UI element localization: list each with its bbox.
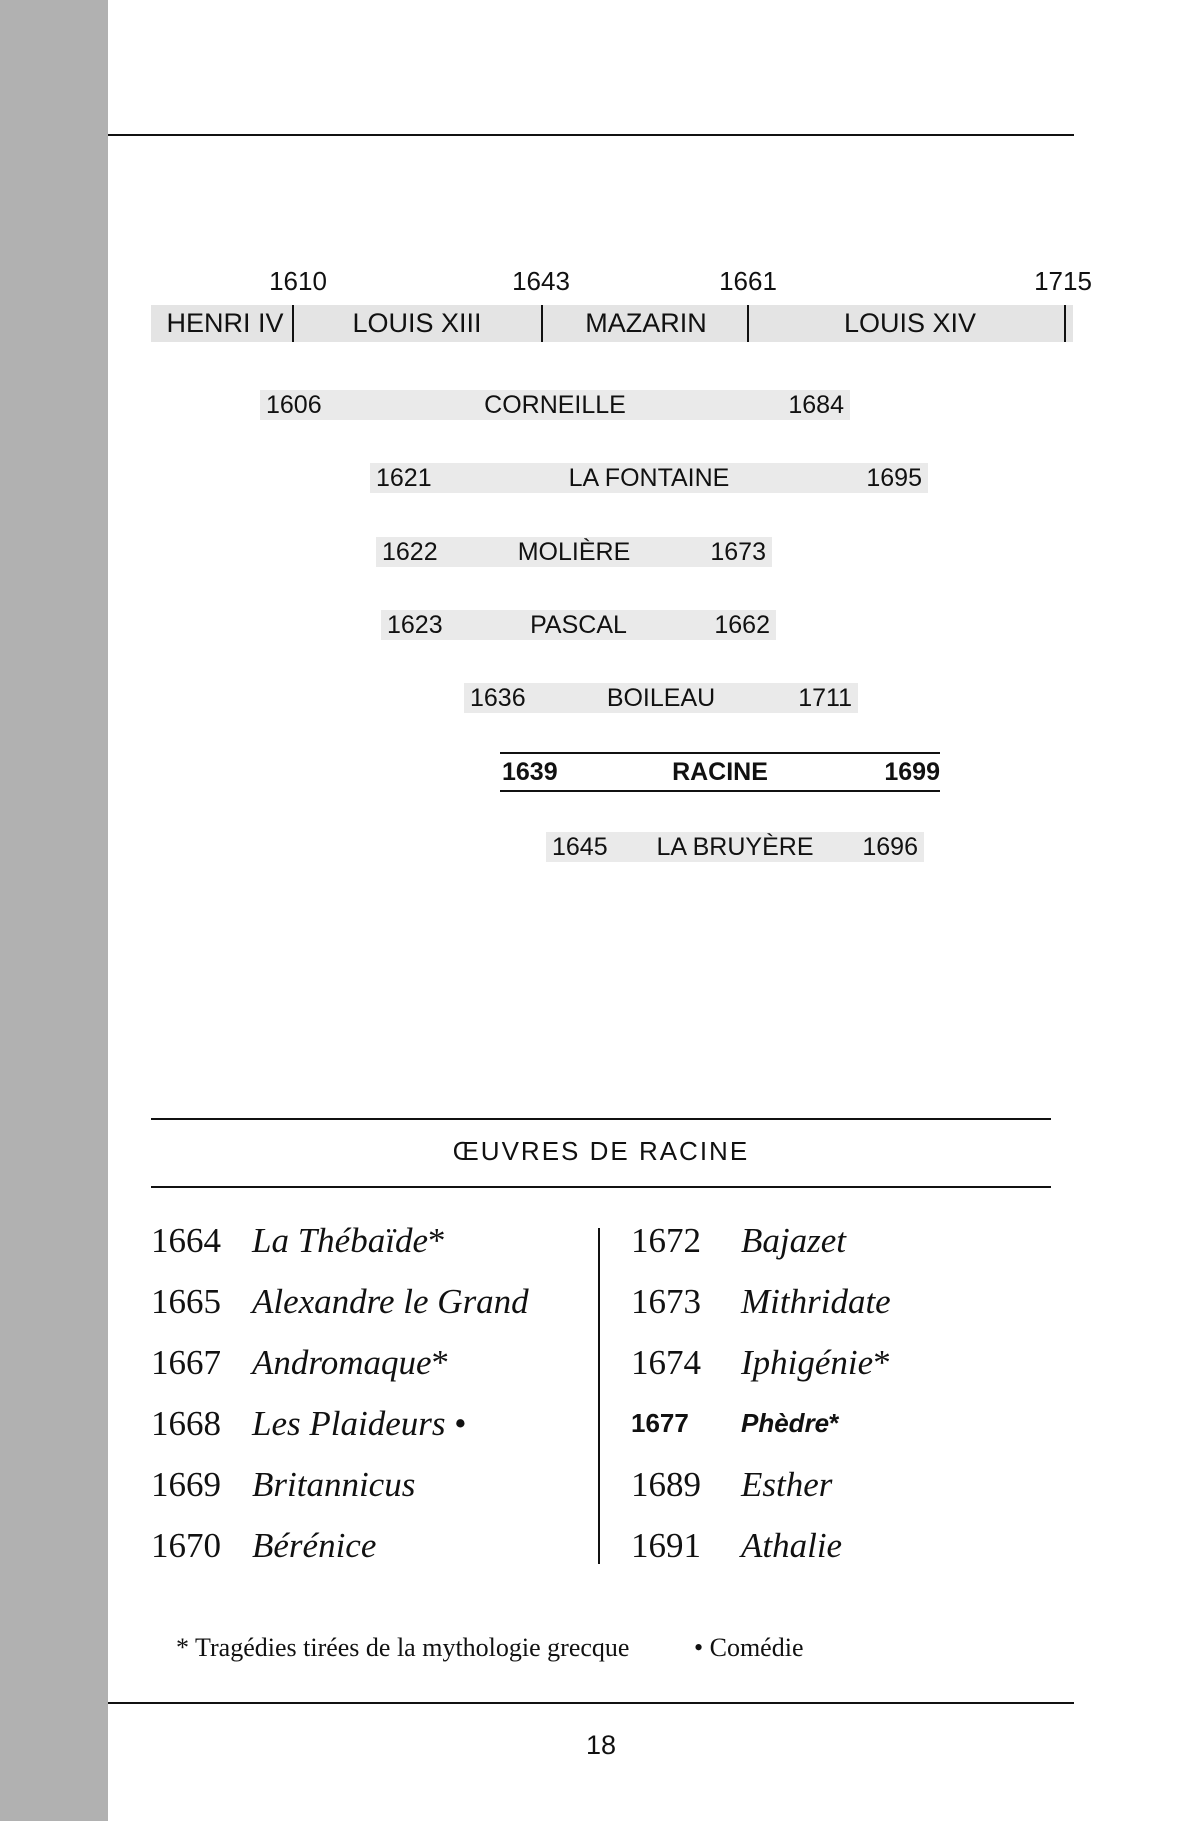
work-title: Mithridate bbox=[741, 1282, 891, 1321]
page-gutter bbox=[0, 0, 108, 1821]
author-name: LA BRUYÈRE bbox=[656, 833, 814, 861]
reign-year-2: 1643 bbox=[512, 266, 570, 296]
work-item-highlight bbox=[631, 1408, 839, 1439]
bottom-rule bbox=[108, 1702, 1074, 1704]
work-year: 1689 bbox=[631, 1465, 701, 1504]
work-title: Phèdre bbox=[741, 1408, 830, 1438]
work-year: 1667 bbox=[151, 1343, 221, 1382]
work-title: Bérénice bbox=[252, 1526, 377, 1565]
work-title: Athalie bbox=[741, 1526, 843, 1565]
work-item bbox=[151, 1404, 467, 1444]
author-born: 1645 bbox=[552, 833, 608, 861]
author-lifespan bbox=[546, 832, 924, 862]
author-died: 1684 bbox=[788, 391, 844, 419]
work-title: Esther bbox=[741, 1465, 833, 1504]
star-symbol: * bbox=[176, 1633, 189, 1662]
reign-divider bbox=[292, 305, 294, 342]
author-born: 1623 bbox=[387, 611, 443, 639]
work-item bbox=[151, 1526, 376, 1566]
work-item bbox=[631, 1221, 846, 1261]
author-died: 1673 bbox=[710, 538, 766, 566]
author-name: PASCAL bbox=[530, 611, 627, 639]
reign-label: MAZARIN bbox=[585, 308, 707, 338]
work-year: 1677 bbox=[631, 1408, 689, 1438]
author-lifespan bbox=[376, 537, 772, 567]
author-born: 1639 bbox=[502, 758, 558, 786]
work-item bbox=[631, 1465, 832, 1505]
reign-label: LOUIS XIII bbox=[352, 308, 482, 338]
author-name: CORNEILLE bbox=[484, 391, 626, 419]
work-year: 1673 bbox=[631, 1282, 701, 1321]
work-mark: * bbox=[873, 1343, 891, 1382]
work-title: Les Plaideurs bbox=[252, 1404, 446, 1443]
work-year: 1672 bbox=[631, 1221, 701, 1260]
author-died: 1695 bbox=[866, 464, 922, 492]
author-name: LA FONTAINE bbox=[568, 464, 730, 492]
work-year: 1670 bbox=[151, 1526, 221, 1565]
column-divider bbox=[598, 1228, 600, 1564]
legend-tragedy-text: Tragédies tirées de la mythologie grecque bbox=[195, 1633, 630, 1662]
reign-label: LOUIS XIV bbox=[843, 308, 977, 338]
work-title: Bajazet bbox=[741, 1221, 846, 1260]
reign-divider bbox=[747, 305, 749, 342]
page-number: 18 bbox=[585, 1730, 617, 1760]
work-year: 1665 bbox=[151, 1282, 221, 1321]
work-mark: * bbox=[427, 1221, 446, 1260]
author-name: RACINE bbox=[672, 758, 768, 786]
reign-year-3: 1661 bbox=[719, 266, 777, 296]
work-item bbox=[151, 1221, 445, 1261]
reign-bar bbox=[151, 305, 1073, 342]
author-lifespan bbox=[464, 683, 858, 713]
legend-comedy bbox=[694, 1633, 803, 1663]
work-mark: * bbox=[829, 1408, 840, 1438]
author-born: 1621 bbox=[376, 464, 432, 492]
author-died: 1699 bbox=[884, 758, 940, 786]
work-title: Britannicus bbox=[252, 1465, 416, 1504]
work-year: 1668 bbox=[151, 1404, 221, 1443]
author-name: MOLIÈRE bbox=[517, 538, 631, 566]
work-item bbox=[631, 1343, 891, 1383]
work-year: 1674 bbox=[631, 1343, 701, 1382]
author-born: 1636 bbox=[470, 684, 526, 712]
work-item bbox=[631, 1526, 842, 1566]
work-item bbox=[151, 1465, 415, 1505]
reign-label: HENRI IV bbox=[166, 308, 284, 338]
top-rule bbox=[108, 134, 1074, 136]
works-bottom-rule bbox=[151, 1186, 1051, 1188]
dot-symbol: • bbox=[694, 1633, 704, 1662]
author-name: BOILEAU bbox=[606, 684, 716, 712]
work-year: 1691 bbox=[631, 1526, 701, 1565]
work-mark: * bbox=[431, 1343, 450, 1382]
reign-year-4: 1715 bbox=[1034, 266, 1092, 296]
author-died: 1696 bbox=[862, 833, 918, 861]
author-born: 1606 bbox=[266, 391, 322, 419]
work-mark: • bbox=[445, 1404, 467, 1443]
works-top-rule bbox=[151, 1118, 1051, 1120]
work-title: Iphigénie bbox=[741, 1343, 874, 1382]
legend-tragedy bbox=[176, 1633, 629, 1663]
work-item bbox=[151, 1282, 529, 1322]
author-lifespan-racine bbox=[500, 752, 940, 792]
works-heading: ŒUVRES DE RACINE bbox=[452, 1136, 750, 1166]
reign-year-1: 1610 bbox=[269, 266, 327, 296]
author-lifespan bbox=[381, 610, 776, 640]
reign-divider bbox=[541, 305, 543, 342]
author-lifespan bbox=[260, 390, 850, 420]
author-lifespan bbox=[370, 463, 928, 493]
author-died: 1711 bbox=[798, 684, 852, 712]
work-title: Andromaque bbox=[252, 1343, 432, 1382]
work-year: 1664 bbox=[151, 1221, 221, 1260]
work-year: 1669 bbox=[151, 1465, 221, 1504]
work-item bbox=[631, 1282, 891, 1322]
work-title: La Thébaïde bbox=[252, 1221, 428, 1260]
author-born: 1622 bbox=[382, 538, 438, 566]
reign-divider bbox=[1064, 305, 1066, 342]
legend-comedy-text: Comédie bbox=[709, 1633, 804, 1662]
work-title: Alexandre le Grand bbox=[252, 1282, 529, 1321]
work-item bbox=[151, 1343, 449, 1383]
author-died: 1662 bbox=[714, 611, 770, 639]
